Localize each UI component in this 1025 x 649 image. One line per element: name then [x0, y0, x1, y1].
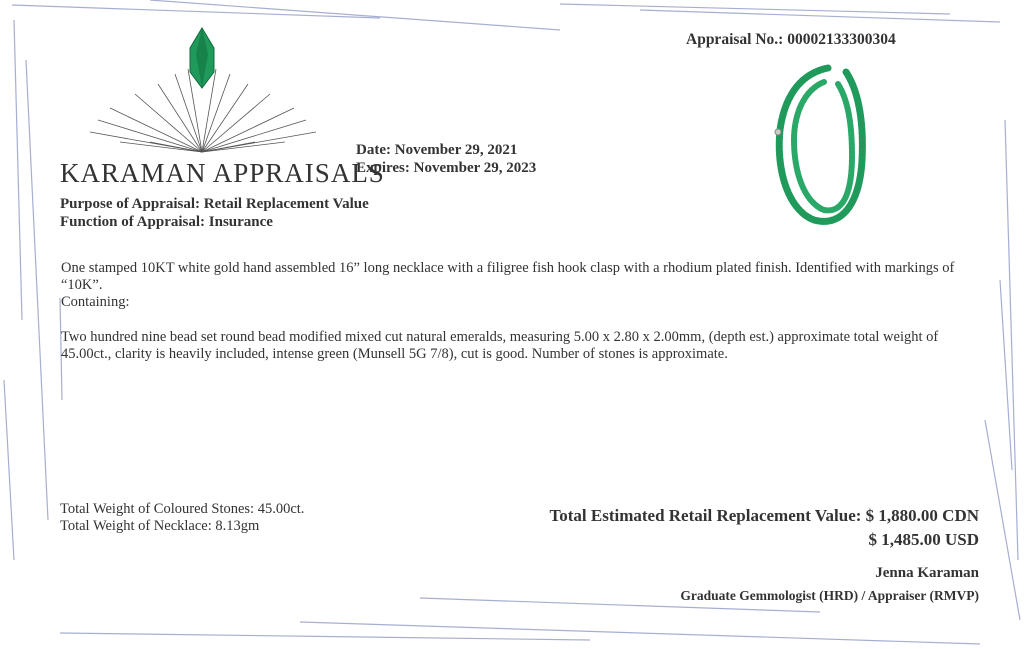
- signer-block: [680, 563, 979, 609]
- appraisal-function: Function of Appraisal: Insurance: [60, 214, 273, 230]
- appraisal-date: Date: November 29, 2021: [356, 142, 518, 158]
- necklace-weight: Total Weight of Necklace: 8.13gm: [60, 518, 260, 534]
- brand-name: KARAMAN APPRAISALS: [60, 158, 385, 188]
- item-text: One stamped 10KT white gold hand assembled 16” long necklace with a filigree fish hook clasp with a rhodium plated finish. Identified with markings of “10K”.: [61, 260, 955, 293]
- expiry-date: Expires: November 29, 2023: [356, 160, 537, 176]
- signer-title: Graduate Gemmologist (HRD) / Appraiser (RMVP): [680, 588, 979, 603]
- item-description: [61, 260, 981, 311]
- containing-label: Containing:: [61, 294, 130, 310]
- value-usd: $ 1,485.00 USD: [868, 530, 979, 549]
- emerald-necklace-photo: [758, 60, 873, 230]
- date-block: [356, 141, 536, 177]
- emerald-fan-logo: [80, 24, 330, 164]
- purpose-block: [60, 195, 369, 231]
- replacement-value: [549, 504, 979, 552]
- appraisal-purpose: Purpose of Appraisal: Retail Replacement Value: [60, 196, 369, 212]
- stones-text: Two hundred nine bead set round bead modified mixed cut natural emeralds, measuring 5.00 x 2.80 x 2.00mm, (depth est.) approximate total weight of 45.00ct., clarity is heavily included, intense green (Munsell 5G 7/8), cut is good. Number of stones is approximate.: [61, 329, 939, 362]
- signer-name: Jenna Karaman: [875, 565, 979, 581]
- appraisal-number: Appraisal No.: 00002133300304: [686, 31, 896, 48]
- stones-description: [61, 329, 981, 363]
- value-cdn: Total Estimated Retail Replacement Value: $ 1,880.00 CDN: [549, 506, 979, 525]
- weight-totals: [60, 501, 304, 535]
- coloured-stones-weight: Total Weight of Coloured Stones: 45.00ct.: [60, 501, 305, 517]
